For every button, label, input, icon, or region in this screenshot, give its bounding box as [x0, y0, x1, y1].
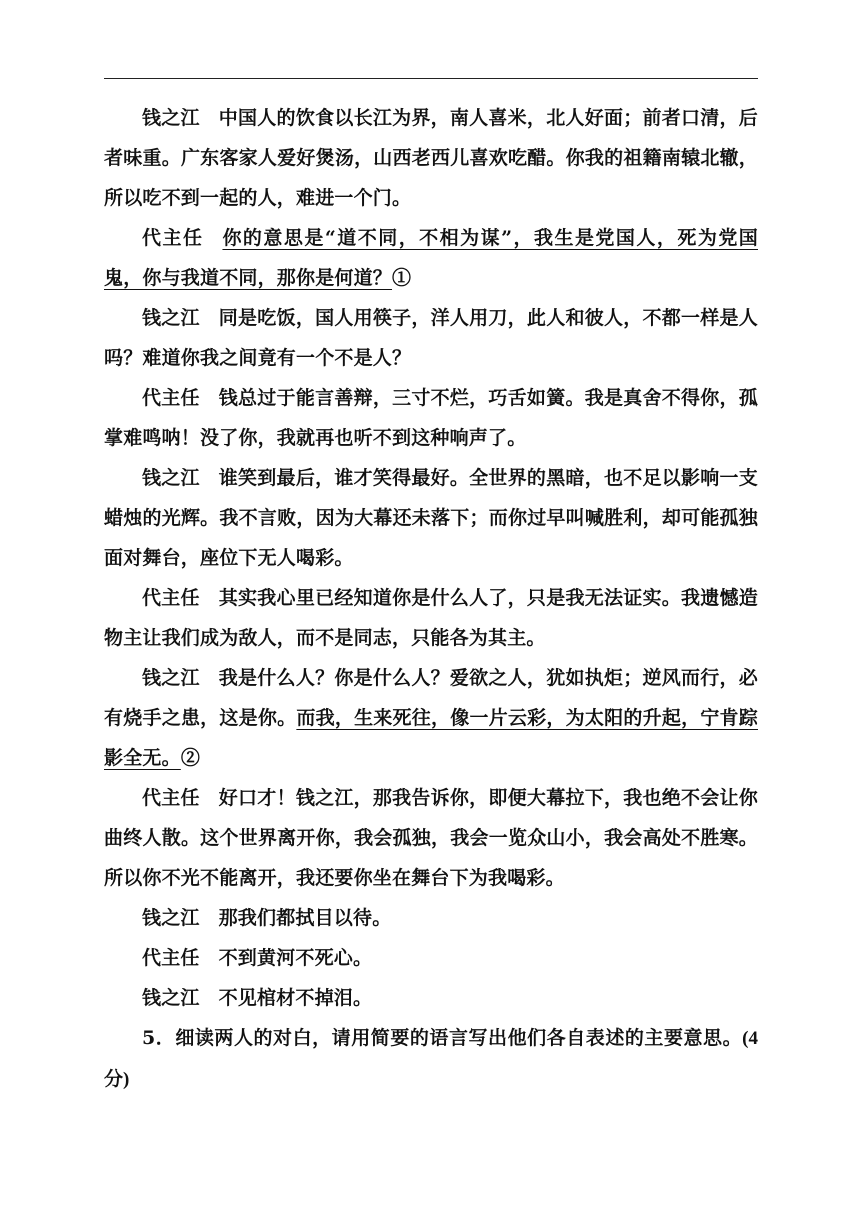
dialogue-line: [104, 378, 758, 458]
dialogue-line: [104, 778, 758, 898]
line-text: 不见棺材不掉泪。: [218, 987, 373, 1009]
question-number: 5．: [142, 1027, 176, 1049]
line-text: 钱总过于能言善辩，三寸不烂，巧舌如簧。我是真舍不得你，孤掌难鸣呐！没了你，我就再也听不到这种响声了。: [104, 387, 758, 449]
line-text: 中国人的饮食以长江为界，南人喜米，北人好面；前者口清，后者味重。广东客家人爱好煲汤，山西老西儿喜欢吃醋。你我的祖籍南辕北辙，所以吃不到一起的人，难进一个门。: [104, 107, 758, 209]
speaker-name: 钱之江: [142, 907, 200, 929]
dialogue-line: [104, 658, 758, 778]
line-text: 我是什么人？你是什么人？爱欲之人，犹如执炬；逆风而行，必有烧手之患，这是你。: [104, 667, 758, 729]
dialogue-line: [104, 938, 758, 978]
underlined-text: 而我，生来死往，像一片云彩，为太阳的升起，宁肯踪影全无。: [104, 707, 758, 769]
line-text: 不到黄河不死心。: [218, 947, 373, 969]
speaker-name: 代主任: [142, 227, 204, 249]
line-text: 同是吃饭，国人用筷子，洋人用刀，此人和彼人，不都一样是人吗？难道你我之间竟有一个不是人？: [104, 307, 758, 369]
speaker-name: 钱之江: [142, 107, 200, 129]
speaker-name: 代主任: [142, 947, 200, 969]
line-text: 其实我心里已经知道你是什么人了，只是我无法证实。我遗憾造物主让我们成为敌人，而不是同志，只能各为其主。: [104, 587, 758, 649]
header-rule: [104, 78, 758, 79]
dialogue-line: [104, 458, 758, 578]
dialogue-line: [104, 298, 758, 378]
question-score: (4分): [104, 1028, 758, 1090]
speaker-name: 代主任: [142, 587, 200, 609]
speaker-name: 钱之江: [142, 667, 200, 689]
speaker-name: 钱之江: [142, 467, 200, 489]
speaker-name: 钱之江: [142, 987, 200, 1009]
line-text: 那我们都拭目以待。: [218, 907, 392, 929]
line-text: 好口才！钱之江，那我告诉你，即便大幕拉下，我也绝不会让你曲终人散。这个世界离开你，我会孤独，我会一览众山小，我会高处不胜寒。所以你不光不能离开，我还要你坐在舞台下为我喝彩。: [104, 787, 758, 889]
dialogue-line: [104, 898, 758, 938]
underlined-text: 你的意思是“道不同，不相为谋”，我生是党国人，死为党国鬼，你与我道不同，那你是何道？: [104, 227, 758, 289]
speaker-name: 代主任: [142, 787, 200, 809]
document-body: [104, 98, 758, 1100]
dialogue-line: [104, 218, 758, 298]
dialogue-line: [104, 98, 758, 218]
dialogue-line: [104, 978, 758, 1018]
question-5: [104, 1018, 758, 1100]
line-text: 谁笑到最后，谁才笑得最好。全世界的黑暗，也不足以影响一支蜡烛的光辉。我不言败，因为大幕还未落下；而你过早叫喊胜利，却可能孤独面对舞台，座位下无人喝彩。: [104, 467, 758, 569]
annotation-marker: ①: [392, 267, 412, 289]
question-text: 细读两人的对白，请用简要的语言写出他们各自表述的主要意思。: [175, 1027, 743, 1049]
speaker-name: 钱之江: [142, 307, 200, 329]
dialogue-line: [104, 578, 758, 658]
dialogue-section: [104, 98, 758, 1018]
annotation-marker: ②: [180, 747, 201, 769]
speaker-name: 代主任: [142, 387, 200, 409]
